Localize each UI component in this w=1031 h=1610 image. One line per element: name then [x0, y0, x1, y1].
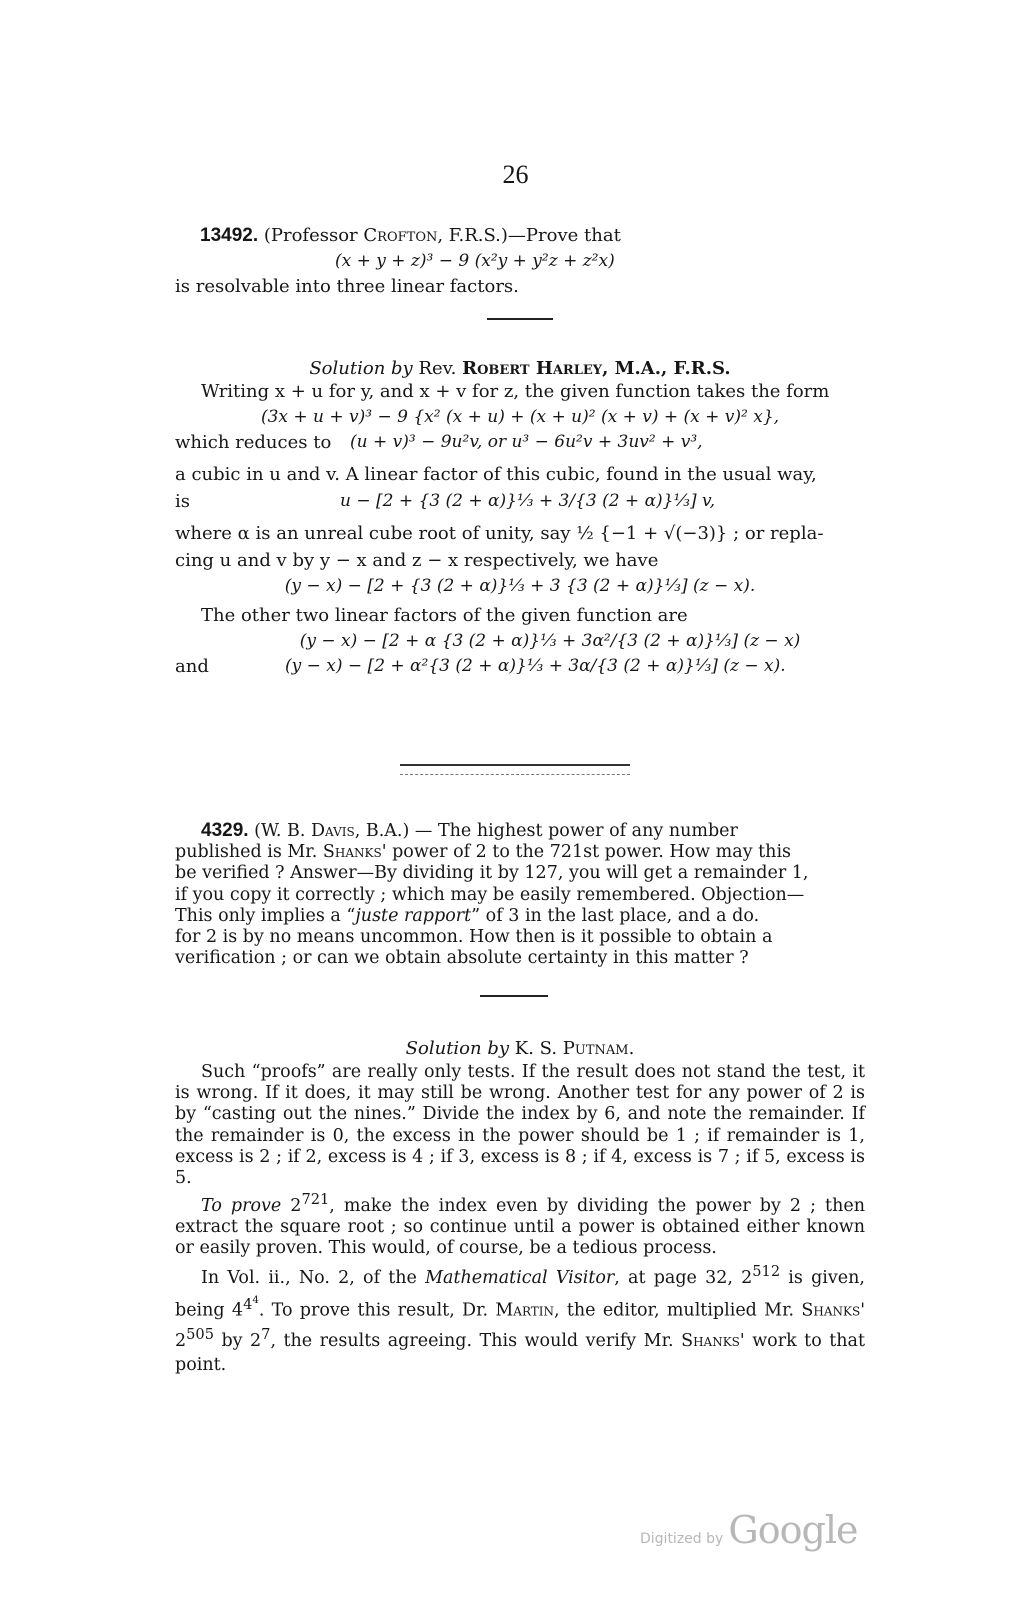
putnam-p3-name2: Shanks: [801, 1301, 861, 1322]
solution-line-6: cing u and v by y − x and z − x respectively, we have: [175, 550, 659, 571]
q2-line5-pre: This only implies a “: [175, 905, 356, 926]
question-4329-line-6: for 2 is by no means uncommon. How then is it possible to obtain a: [175, 927, 773, 948]
equation-4-row: [175, 653, 865, 681]
question-4329-line-1: [175, 820, 865, 842]
question-4329-line-7: verification ; or can we obtain absolute certainty in this matter ?: [175, 948, 749, 969]
question-4329-line-3: be verified ? Answer—By dividing it by 127, you will get a remainder 1,: [175, 863, 809, 884]
putnam-p3-sup3: 4: [252, 1295, 259, 1307]
solution-line-7: The other two linear factors of the given function are: [201, 605, 688, 626]
question-line-2: is resolvable into three linear factors.: [175, 276, 519, 297]
putnam-p2-italic: To prove: [201, 1196, 282, 1217]
q2-author-suffix: , B.A.) — The highest power of any number: [354, 821, 738, 841]
putnam-p3-sup1: 512: [752, 1262, 781, 1280]
solution-line-2-eq: (u + v)³ − 9u²v, or u³ − 6u²v + 3uv² + v³,: [350, 432, 703, 452]
putnam-p3-name3: Shanks: [681, 1331, 740, 1351]
putnam-p3-italic: Mathematical Visitor: [425, 1267, 615, 1288]
putnam-p2-b: , make the index even by dividing the power by 2 ; then extract the square root ; so continue until a power is obtained either known or easily proven. This would, of course, be a tedious process.: [175, 1196, 865, 1259]
solver-name-2: K. S. Putnam.: [514, 1038, 635, 1059]
solution-line-4-lead: is: [175, 491, 190, 512]
putnam-p3-e: , the editor, multiplied Mr.: [554, 1301, 802, 1322]
putnam-p3-d: . To prove this result, Dr.: [258, 1301, 496, 1322]
q2-line2-post: ' power of 2 to the 721st power. How may this: [381, 842, 792, 863]
section-divider: [400, 764, 630, 775]
question-4329-line-5: [175, 906, 865, 927]
and-word: and: [175, 656, 209, 677]
watermark-small-text: Digitized by: [640, 1531, 724, 1547]
putnam-p3-c: is given, being 4: [175, 1267, 865, 1322]
question-expression: (x + y + z)³ − 9 (x²y + y²z + z²x): [335, 251, 615, 271]
solution-line-2-lead: which reduces to: [175, 432, 332, 453]
watermark-logo-text: Google: [728, 1508, 858, 1552]
solution-line-5: where α is an unreal cube root of unity, say ½ {−1 + √(−3)} ; or repla-: [175, 523, 824, 544]
putnam-p3-sup4: 505: [186, 1326, 214, 1344]
author-name: Crofton: [363, 225, 438, 246]
putnam-p3-name: Martin: [495, 1301, 555, 1322]
question-number-2: 4329.: [201, 820, 249, 841]
q2-line5-italic: juste rapport: [355, 905, 472, 926]
putnam-p3-g: by 2: [213, 1331, 262, 1351]
question-13492: [175, 222, 865, 300]
equation-4: (y − x) − [2 + α²{3 (2 + α)}⅓ + 3α/{3 (2 + α)}⅓] (z − x).: [285, 656, 786, 676]
solution-byline: [175, 358, 865, 379]
putnam-p3-sup2: [243, 1296, 259, 1313]
divider-rule: [487, 318, 553, 320]
putnam-paragraph-3: [175, 1260, 865, 1377]
solution-line-2: [175, 429, 865, 457]
equation-1: (3x + u + v)³ − 9 {x² (x + u) + (x + u)² (x + v) + (x + v)² x},: [260, 407, 780, 427]
question-4329-line-2: [175, 842, 865, 863]
solution-by-label-2: Solution by: [405, 1038, 510, 1059]
putnam-p3-h: , the results agreeing. This would verify Mr.: [270, 1331, 682, 1351]
question-4329: [175, 820, 865, 969]
solution-putnam-body: [175, 1062, 865, 1377]
question-number: 13492.: [200, 225, 259, 246]
putnam-p3-f: ' 2: [175, 1301, 865, 1351]
q2-line2-pre: published is Mr.: [175, 842, 318, 863]
question-header: [175, 222, 865, 249]
putnam-p3-sup5: 7: [261, 1326, 271, 1344]
solution-line-3: a cubic in u and v. A linear factor of this cubic, found in the usual way,: [175, 464, 817, 485]
putnam-p3-i: ' work to that point.: [175, 1331, 865, 1375]
google-watermark: [640, 1508, 857, 1552]
solver-suffix: , M.A., F.R.S.: [602, 358, 731, 379]
solver-prefix: Rev.: [418, 358, 457, 379]
putnam-p3-sup2-val: 4: [243, 1296, 253, 1314]
solution-line-4: [175, 488, 865, 516]
q2-line2-name: Shanks: [322, 842, 382, 863]
page-number: 26: [502, 160, 529, 189]
putnam-p2-a: 2: [281, 1196, 302, 1217]
putnam-p3-a: In Vol. ii., No. 2, of the: [201, 1267, 426, 1288]
equation-3: (y − x) − [2 + α {3 (2 + α)}⅓ + 3α²/{3 (2 + α)}⅓] (z − x): [299, 631, 801, 651]
putnam-paragraph-1: Such “proofs” are really only tests. If the result does not stand the test, it is wrong. If it does, it may still be wrong. Another test for any power of 2 is by “casting out the nines.” Divide the index by 6, and note the remainder. If the remainder is 0, the excess in the power should be 1 ; if remainder is 1, excess is 2 ; if 2, excess is 4 ; if 3, excess is 8 ; if 4, excess is 7 ; if 5, excess is 5.: [175, 1062, 865, 1189]
putnam-p3-b: , at page 32, 2: [614, 1267, 753, 1288]
q2-line5-post: ” of 3 in the last place, and a do.: [471, 905, 760, 926]
equation-2: (y − x) − [2 + {3 (2 + α)}⅓ + 3 {3 (2 + α)}⅓] (z − x).: [284, 576, 756, 596]
author-prefix: (Professor: [263, 225, 358, 246]
solution-harley-body: [175, 378, 865, 681]
solution-by-label: Solution by: [309, 358, 413, 379]
question-4329-line-4: if you copy it correctly ; which may be easily remembered. Objection—: [175, 884, 805, 905]
divider-rule-2: [480, 995, 548, 997]
solution-byline-2: [175, 1038, 865, 1059]
solution-line-4-eq: u − [2 + {3 (2 + α)}⅓ + 3/{3 (2 + α)}⅓] v,: [340, 491, 716, 511]
q2-author-name: Davis: [311, 821, 355, 841]
author-suffix: , F.R.S.)—Prove that: [437, 225, 621, 246]
putnam-p2-sup: 721: [301, 1191, 330, 1209]
putnam-paragraph-2: [175, 1189, 865, 1259]
solver-name: Robert Harley: [462, 358, 603, 379]
solution-line-1: Writing x + u for y, and x + v for z, the given function takes the form: [201, 381, 830, 402]
q2-author-prefix: (W. B.: [254, 821, 306, 841]
